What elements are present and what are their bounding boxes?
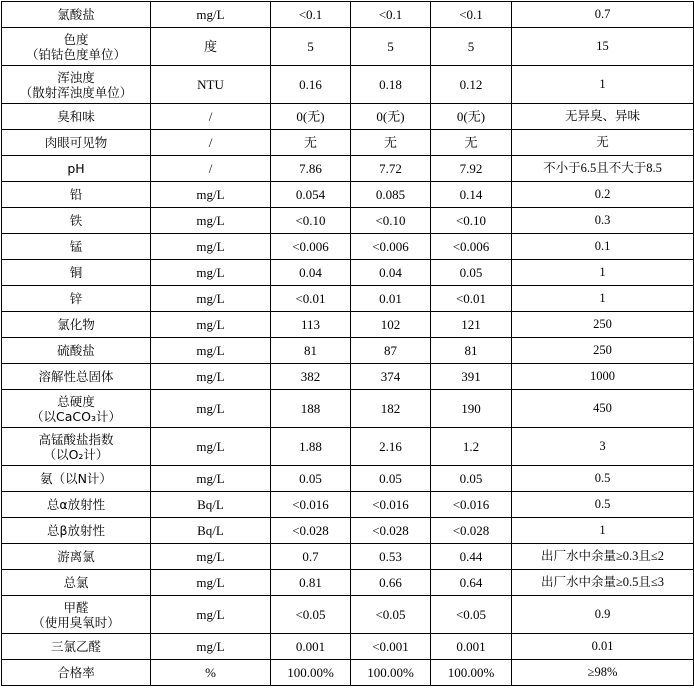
cell-value-3: 5 — [431, 28, 512, 66]
cell-value-3: 无 — [431, 130, 512, 156]
cell-item — [2, 66, 151, 104]
table-row — [2, 390, 694, 428]
cell-standard: 0.9 — [512, 596, 694, 634]
cell-standard: 1 — [512, 286, 694, 312]
cell-value-1: 188 — [271, 390, 351, 428]
cell-standard: 250 — [512, 338, 694, 364]
table-row — [2, 596, 694, 634]
item-name-line: 锰 — [69, 239, 83, 254]
cell-unit: mg/L — [151, 182, 271, 208]
cell-value-2: 0(无) — [351, 104, 431, 130]
item-name-line: 三氯乙醛 — [50, 639, 101, 654]
table-row — [2, 634, 694, 660]
cell-unit: 度 — [151, 28, 271, 66]
cell-value-1: 0.7 — [271, 544, 351, 570]
cell-item — [2, 260, 151, 286]
cell-standard: 0.1 — [512, 234, 694, 260]
cell-value-1: 1.88 — [271, 428, 351, 466]
item-name-line: 高锰酸盐指数 — [38, 431, 114, 447]
cell-standard: 0.01 — [512, 634, 694, 660]
cell-value-3: 190 — [431, 390, 512, 428]
cell-standard: 出厂水中余量≥0.5且≤3 — [512, 570, 694, 596]
cell-unit: / — [151, 130, 271, 156]
cell-unit: Bq/L — [151, 518, 271, 544]
cell-value-3: 81 — [431, 338, 512, 364]
cell-value-1: <0.028 — [271, 518, 351, 544]
table-row — [2, 2, 694, 28]
cell-value-2: <0.028 — [351, 518, 431, 544]
item-name-line: 合格率 — [57, 665, 95, 680]
cell-value-2: 102 — [351, 312, 431, 338]
cell-value-2: 87 — [351, 338, 431, 364]
item-name-line: （使用臭氧时） — [32, 614, 120, 630]
item-name-line: （以CaCO₃计） — [31, 408, 121, 424]
cell-unit: mg/L — [151, 544, 271, 570]
table-row — [2, 544, 694, 570]
cell-standard: 0.3 — [512, 208, 694, 234]
cell-unit: mg/L — [151, 208, 271, 234]
cell-standard: 1 — [512, 66, 694, 104]
cell-value-1: 0.81 — [271, 570, 351, 596]
cell-item — [2, 130, 151, 156]
cell-value-3: 0.64 — [431, 570, 512, 596]
cell-value-1: 0.001 — [271, 634, 351, 660]
cell-item — [2, 312, 151, 338]
cell-standard: ≥98% — [512, 660, 694, 686]
cell-value-2: 0.01 — [351, 286, 431, 312]
cell-value-1: 0.05 — [271, 466, 351, 492]
cell-value-2: 0.66 — [351, 570, 431, 596]
table-body — [2, 2, 694, 686]
item-name-line: 铜 — [69, 265, 83, 280]
cell-item — [2, 634, 151, 660]
item-name-line: 氨（以N计） — [40, 471, 112, 486]
item-name-line: （以O₂计） — [43, 446, 109, 462]
cell-value-3: 100.00% — [431, 660, 512, 686]
item-name-line: 溶解性总固体 — [38, 369, 114, 384]
cell-item — [2, 208, 151, 234]
item-name-line: （散射浑浊度单位） — [19, 84, 133, 100]
cell-standard: 1000 — [512, 364, 694, 390]
cell-unit: mg/L — [151, 390, 271, 428]
cell-item — [2, 570, 151, 596]
cell-value-1: 0(无) — [271, 104, 351, 130]
cell-value-2: <0.016 — [351, 492, 431, 518]
cell-standard: 0.5 — [512, 492, 694, 518]
cell-value-2: 374 — [351, 364, 431, 390]
table-row — [2, 364, 694, 390]
cell-unit: / — [151, 104, 271, 130]
cell-value-1: 0.16 — [271, 66, 351, 104]
cell-value-3: 121 — [431, 312, 512, 338]
item-name-line: 色度 — [63, 31, 89, 47]
cell-standard: 0.7 — [512, 2, 694, 28]
cell-item — [2, 364, 151, 390]
cell-value-1: 382 — [271, 364, 351, 390]
cell-value-2: <0.001 — [351, 634, 431, 660]
table-row — [2, 286, 694, 312]
cell-standard: 1 — [512, 518, 694, 544]
cell-item — [2, 466, 151, 492]
cell-value-2: 0.04 — [351, 260, 431, 286]
cell-value-3: 0.001 — [431, 634, 512, 660]
cell-value-3: 0.14 — [431, 182, 512, 208]
cell-value-1: 0.04 — [271, 260, 351, 286]
cell-value-2: <0.1 — [351, 2, 431, 28]
cell-value-3: <0.01 — [431, 286, 512, 312]
cell-item — [2, 28, 151, 66]
item-name-line: （铂钴色度单位） — [25, 46, 126, 62]
cell-value-3: <0.006 — [431, 234, 512, 260]
cell-value-3: 0.12 — [431, 66, 512, 104]
water-quality-table — [1, 1, 694, 686]
table-row — [2, 28, 694, 66]
cell-unit: mg/L — [151, 2, 271, 28]
item-name-line: pH — [67, 161, 85, 176]
item-name-line: 总β放射性 — [47, 523, 105, 538]
cell-value-3: <0.05 — [431, 596, 512, 634]
cell-value-2: 0.085 — [351, 182, 431, 208]
cell-value-3: 0.05 — [431, 466, 512, 492]
cell-value-2: <0.05 — [351, 596, 431, 634]
cell-item — [2, 518, 151, 544]
cell-standard: 15 — [512, 28, 694, 66]
item-name-line: 肉眼可见物 — [44, 135, 108, 150]
cell-unit: Bq/L — [151, 492, 271, 518]
item-name-line: 游离氯 — [57, 549, 95, 564]
cell-unit: mg/L — [151, 286, 271, 312]
item-name-line: 总α放射性 — [46, 497, 106, 512]
cell-item — [2, 544, 151, 570]
item-name-line: 氯酸盐 — [57, 7, 95, 22]
table-row — [2, 338, 694, 364]
cell-unit: NTU — [151, 66, 271, 104]
cell-unit: mg/L — [151, 596, 271, 634]
cell-value-2: <0.10 — [351, 208, 431, 234]
cell-value-2: 2.16 — [351, 428, 431, 466]
cell-item — [2, 428, 151, 466]
cell-value-1: 0.054 — [271, 182, 351, 208]
cell-item — [2, 390, 151, 428]
cell-value-3: 7.92 — [431, 156, 512, 182]
item-name-line: 铁 — [69, 213, 83, 228]
cell-value-1: <0.05 — [271, 596, 351, 634]
cell-unit: / — [151, 156, 271, 182]
table-row — [2, 570, 694, 596]
cell-item — [2, 492, 151, 518]
cell-value-2: 0.53 — [351, 544, 431, 570]
cell-value-1: <0.016 — [271, 492, 351, 518]
cell-unit: mg/L — [151, 466, 271, 492]
table-row — [2, 466, 694, 492]
cell-standard: 0.5 — [512, 466, 694, 492]
cell-unit: % — [151, 660, 271, 686]
cell-item — [2, 182, 151, 208]
item-name-line: 总氯 — [63, 575, 89, 590]
table-row — [2, 492, 694, 518]
cell-unit: mg/L — [151, 428, 271, 466]
table-row — [2, 130, 694, 156]
item-name-line: 甲醛 — [63, 599, 89, 615]
table-row — [2, 428, 694, 466]
cell-standard: 0.2 — [512, 182, 694, 208]
cell-value-2: 182 — [351, 390, 431, 428]
cell-item — [2, 286, 151, 312]
cell-item — [2, 660, 151, 686]
cell-value-1: <0.1 — [271, 2, 351, 28]
cell-value-1: 7.86 — [271, 156, 351, 182]
cell-standard: 250 — [512, 312, 694, 338]
cell-value-1: <0.01 — [271, 286, 351, 312]
cell-standard: 1 — [512, 260, 694, 286]
cell-value-1: <0.10 — [271, 208, 351, 234]
cell-unit: mg/L — [151, 570, 271, 596]
cell-item — [2, 234, 151, 260]
cell-item — [2, 338, 151, 364]
cell-item — [2, 2, 151, 28]
cell-value-3: 0(无) — [431, 104, 512, 130]
cell-value-3: 0.05 — [431, 260, 512, 286]
cell-value-3: 391 — [431, 364, 512, 390]
table-row — [2, 208, 694, 234]
cell-value-2: 0.05 — [351, 466, 431, 492]
cell-standard: 不小于6.5且不大于8.5 — [512, 156, 694, 182]
table-row — [2, 312, 694, 338]
table-row — [2, 156, 694, 182]
cell-unit: mg/L — [151, 338, 271, 364]
item-name-line: 总硬度 — [57, 393, 95, 409]
table-row — [2, 660, 694, 686]
item-name-line: 锌 — [69, 291, 83, 306]
cell-unit: mg/L — [151, 364, 271, 390]
cell-value-3: 1.2 — [431, 428, 512, 466]
cell-standard: 无异臭、异味 — [512, 104, 694, 130]
cell-unit: mg/L — [151, 234, 271, 260]
cell-value-1: 无 — [271, 130, 351, 156]
cell-item — [2, 156, 151, 182]
cell-standard: 出厂水中余量≥0.3且≤2 — [512, 544, 694, 570]
cell-value-3: <0.1 — [431, 2, 512, 28]
table-row — [2, 182, 694, 208]
cell-value-1: 5 — [271, 28, 351, 66]
cell-item — [2, 596, 151, 634]
cell-value-2: 7.72 — [351, 156, 431, 182]
cell-item — [2, 104, 151, 130]
table-row — [2, 66, 694, 104]
item-name-line: 氯化物 — [57, 317, 95, 332]
table-row — [2, 104, 694, 130]
cell-value-2: 5 — [351, 28, 431, 66]
item-name-line: 硫酸盐 — [57, 343, 95, 358]
cell-value-2: 无 — [351, 130, 431, 156]
cell-standard: 450 — [512, 390, 694, 428]
cell-value-1: 100.00% — [271, 660, 351, 686]
table-row — [2, 234, 694, 260]
cell-standard: 无 — [512, 130, 694, 156]
cell-value-3: <0.016 — [431, 492, 512, 518]
item-name-line: 臭和味 — [57, 109, 95, 124]
cell-value-1: 81 — [271, 338, 351, 364]
cell-unit: mg/L — [151, 312, 271, 338]
cell-value-2: 100.00% — [351, 660, 431, 686]
cell-standard: 3 — [512, 428, 694, 466]
cell-value-1: 113 — [271, 312, 351, 338]
item-name-line: 铅 — [69, 187, 83, 202]
cell-value-1: <0.006 — [271, 234, 351, 260]
table-row — [2, 260, 694, 286]
item-name-line: 浑浊度 — [57, 69, 95, 85]
cell-unit: mg/L — [151, 260, 271, 286]
cell-value-3: <0.10 — [431, 208, 512, 234]
cell-value-3: <0.028 — [431, 518, 512, 544]
cell-unit: mg/L — [151, 634, 271, 660]
cell-value-2: 0.18 — [351, 66, 431, 104]
table-row — [2, 518, 694, 544]
cell-value-2: <0.006 — [351, 234, 431, 260]
cell-value-3: 0.44 — [431, 544, 512, 570]
